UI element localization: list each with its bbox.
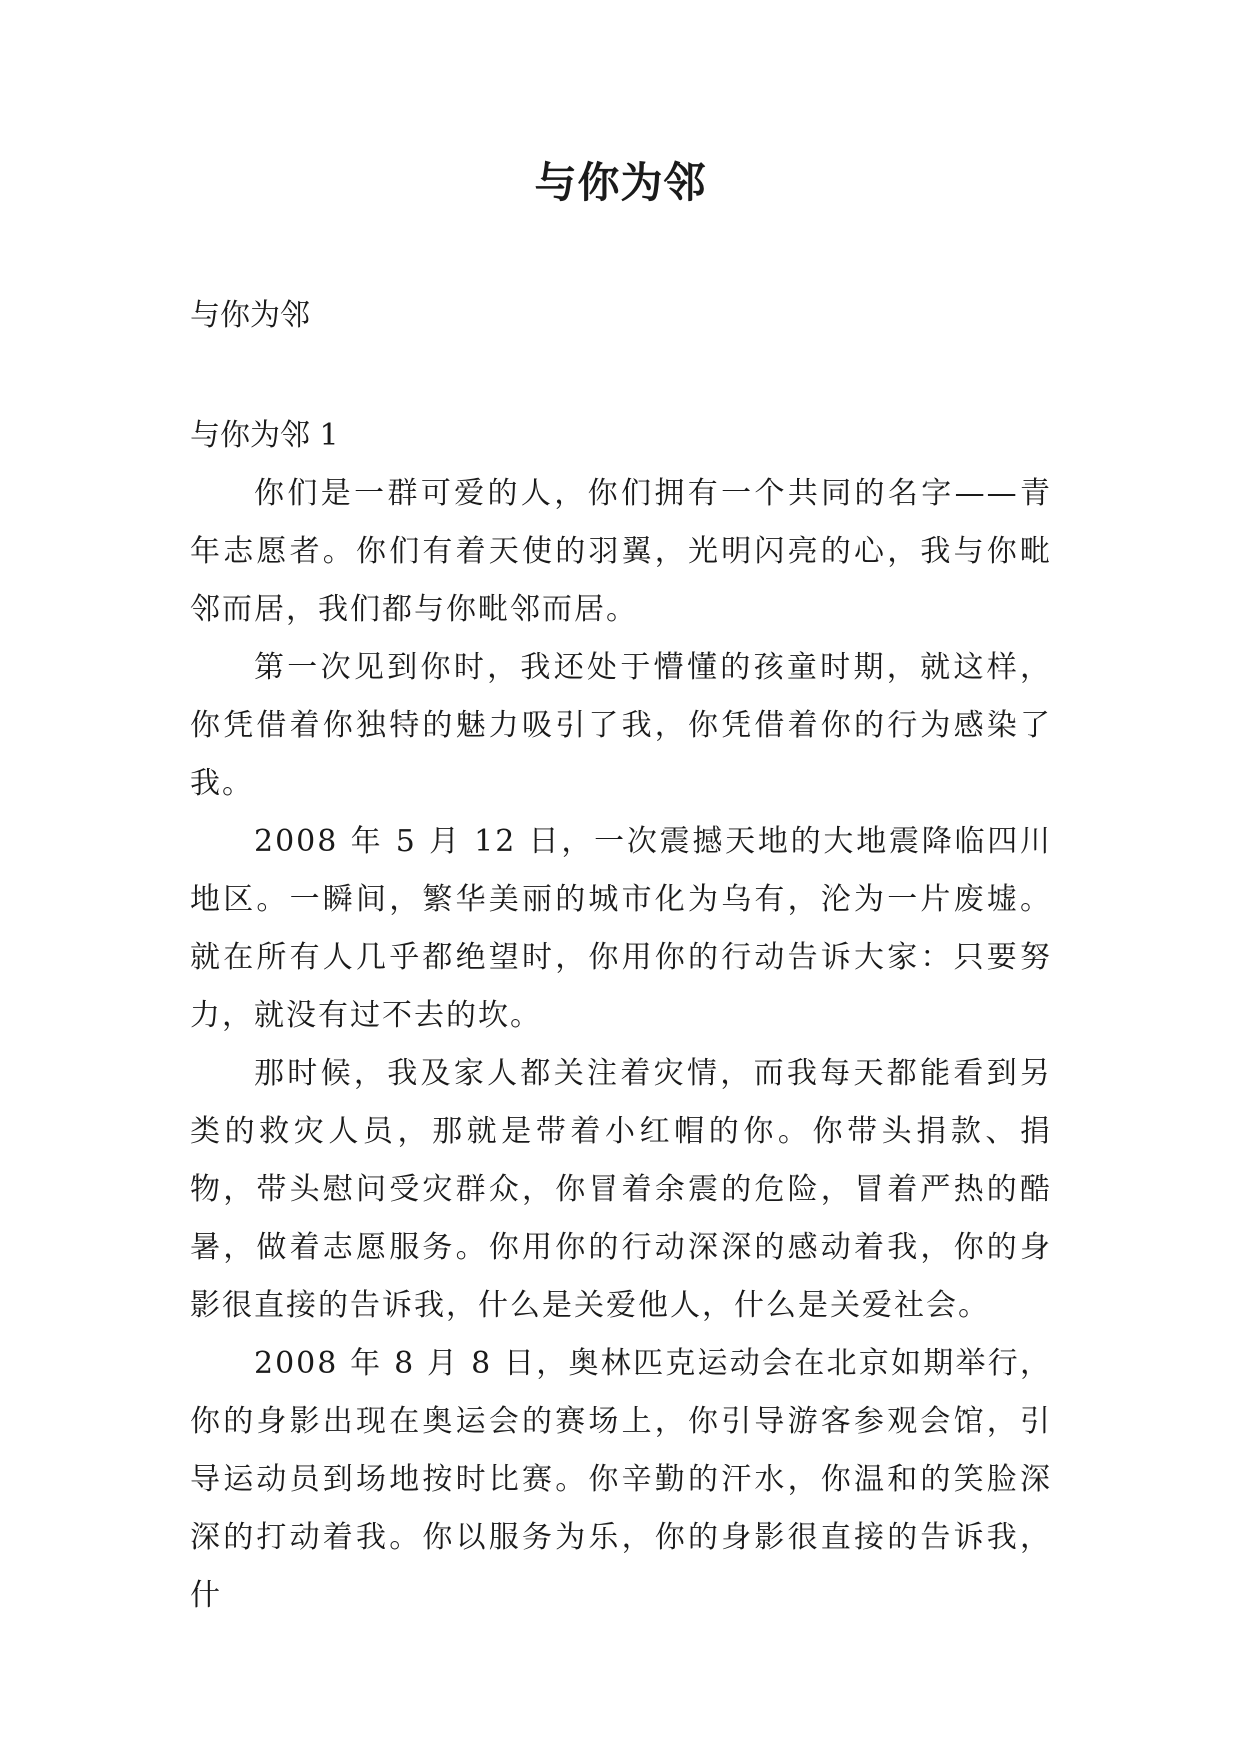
document-title: 与你为邻 (534, 158, 707, 207)
document-subtitle: 与你为邻 (190, 298, 310, 333)
paragraph: 第一次见到你时，我还处于懵懂的孩童时期，就这样，你凭借着你独特的魅力吸引了我，你凭借着你的行为感染了我。 (190, 650, 1052, 801)
paragraph: 你们是一群可爱的人，你们拥有一个共同的名字——青年志愿者。你们有着天使的羽翼，光明闪亮的心，我与你毗邻而居，我们都与你毗邻而居。 (190, 476, 1052, 627)
section-heading: 与你为邻 1 (190, 418, 339, 453)
paragraph: 那时候，我及家人都关注着灾情，而我每天都能看到另类的救灾人员，那就是带着小红帽的你。你带头捐款、捐物，带头慰问受灾群众，你冒着余震的危险，冒着严热的酷暑，做着志愿服务。你用你的行动深深的感动着我，你的身影很直接的告诉我，什么是关爱他人，什么是关爱社会。 (190, 1056, 1052, 1323)
paragraph: 2008 年 8 月 8 日，奥林匹克运动会在北京如期举行，你的身影出现在奥运会的赛场上，你引导游客参观会馆，引导运动员到场地按时比赛。你辛勤的汗水，你温和的笑脸深深的打动着我。你以服务为乐，你的身影很直接的告诉我，什 (190, 1346, 1052, 1613)
paragraph: 2008 年 5 月 12 日，一次震撼天地的大地震降临四川地区。一瞬间，繁华美丽的城市化为乌有，沦为一片废墟。就在所有人几乎都绝望时，你用你的行动告诉大家：只要努力，就没有过不去的坎。 (190, 824, 1052, 1033)
body-text (190, 465, 1052, 1625)
